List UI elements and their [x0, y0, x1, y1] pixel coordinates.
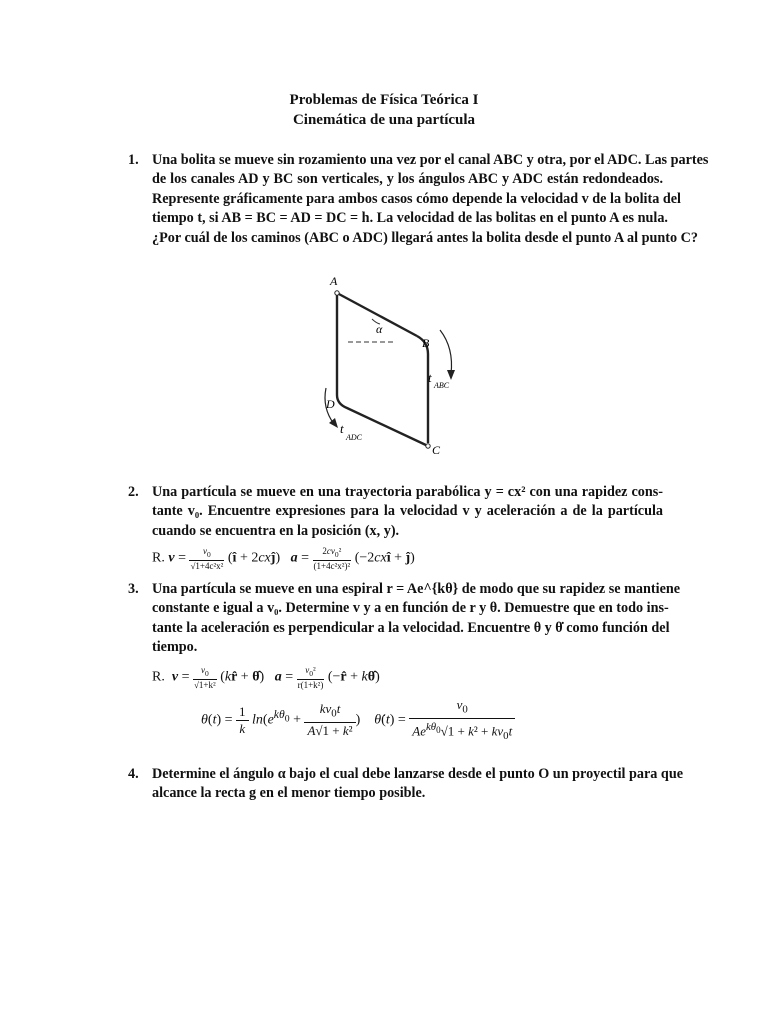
answer-prefix: R. [152, 669, 165, 685]
problem-1 [128, 151, 709, 248]
problem-line: Represente gráficamente para ambos casos cómo depende la velocidad v de la bolita del [152, 190, 681, 207]
label-t-adc-sub: ADC [346, 433, 362, 442]
problem-line: tante la aceleración es perpendicular a la velocidad. Encuentre θ y θ̇ como función del [152, 619, 670, 636]
label-t-abc: t [428, 370, 432, 385]
label-alpha: α [376, 322, 383, 336]
problem-line: alcance la recta g en el menor tiempo posible. [152, 785, 426, 802]
problem-number: 2. [128, 484, 139, 500]
problem-3 [128, 580, 681, 658]
label-t-adc: t [340, 421, 344, 436]
label-b: B [422, 336, 430, 350]
problem-4 [128, 765, 684, 804]
problem-line: Una partícula se mueve en una espiral r = Ae^{kθ} de modo que su rapidez se mantiene [152, 581, 681, 597]
answer-2: R. v = $\frac{v_0}{\text{√1+4c²x²}}$ (î + 2cxĵ) a = $\frac{2cv_0^2}{\text{(1+4c²x²)²}}$ (−2cxî + ĵ) [152, 546, 415, 571]
problem-number: 4. [128, 766, 139, 782]
problem-line: tante v₀. Encuentre expresiones para la velocidad v y aceleración a de la partícula [152, 503, 663, 520]
problem-2 [128, 483, 663, 541]
problem-line: ¿Por cuál de los caminos (ABC o ADC) llegará antes la bolita desde el punto A al punto C? [152, 229, 698, 246]
problem-line: cuando se encuentra en la posición (x, y). [152, 522, 400, 539]
document-subtitle: Cinemática de una partícula [292, 112, 476, 128]
label-d: D [326, 397, 335, 411]
canal-figure [300, 268, 470, 468]
problem-line: tiempo t, si AB = BC = AD = DC = h. La velocidad de las bolitas en el punto A es nula. [152, 210, 668, 227]
problem-line: Determine el ángulo α bajo el cual debe lanzarse desde el punto O un proyectil para que [152, 766, 684, 782]
answer-3-theta: θ(t) = $\frac{1}{k}$ $\ln(e^{k\theta_0}$ + $\frac{kv_0t}{\text{A√1 + k²}}$ ) θ̇(t) = $v_0$ $Ae^{k\theta_0}√1 + k^2 + kv_0t$ [201, 697, 515, 744]
problem-line: Una bolita se mueve sin rozamiento una vez por el canal ABC y otra, por el ADC. Las partes [152, 152, 709, 168]
answer-3: R. v = $\frac{v_0}{\text{√1+k²}}$ (kr̂ + θ̂) a = $\frac{v_0^2}{\text{r(1+k²)}}$ (−r̂ + kθ̂) [152, 665, 380, 690]
label-t-abc-sub: ABC [434, 381, 450, 390]
problem-line: constante e igual a v₀. Determine v y a en función de r y θ. Demuestre que en todo ins- [152, 600, 669, 617]
problem-line: Una partícula se mueve en una trayectoria parabólica y = cx² con una rapidez cons- [152, 484, 663, 500]
label-c: C [432, 443, 441, 457]
problem-number: 1. [128, 152, 139, 168]
problem-number: 3. [128, 581, 139, 597]
document-title: Problemas de Física Teórica I [289, 92, 479, 108]
answer-prefix: R. [152, 550, 165, 566]
label-a: A [330, 274, 338, 288]
problem-line: tiempo. [152, 639, 198, 656]
problem-line: de los canales AD y BC son verticales, y los ángulos ABC y ADC están redondeados. [152, 171, 663, 188]
